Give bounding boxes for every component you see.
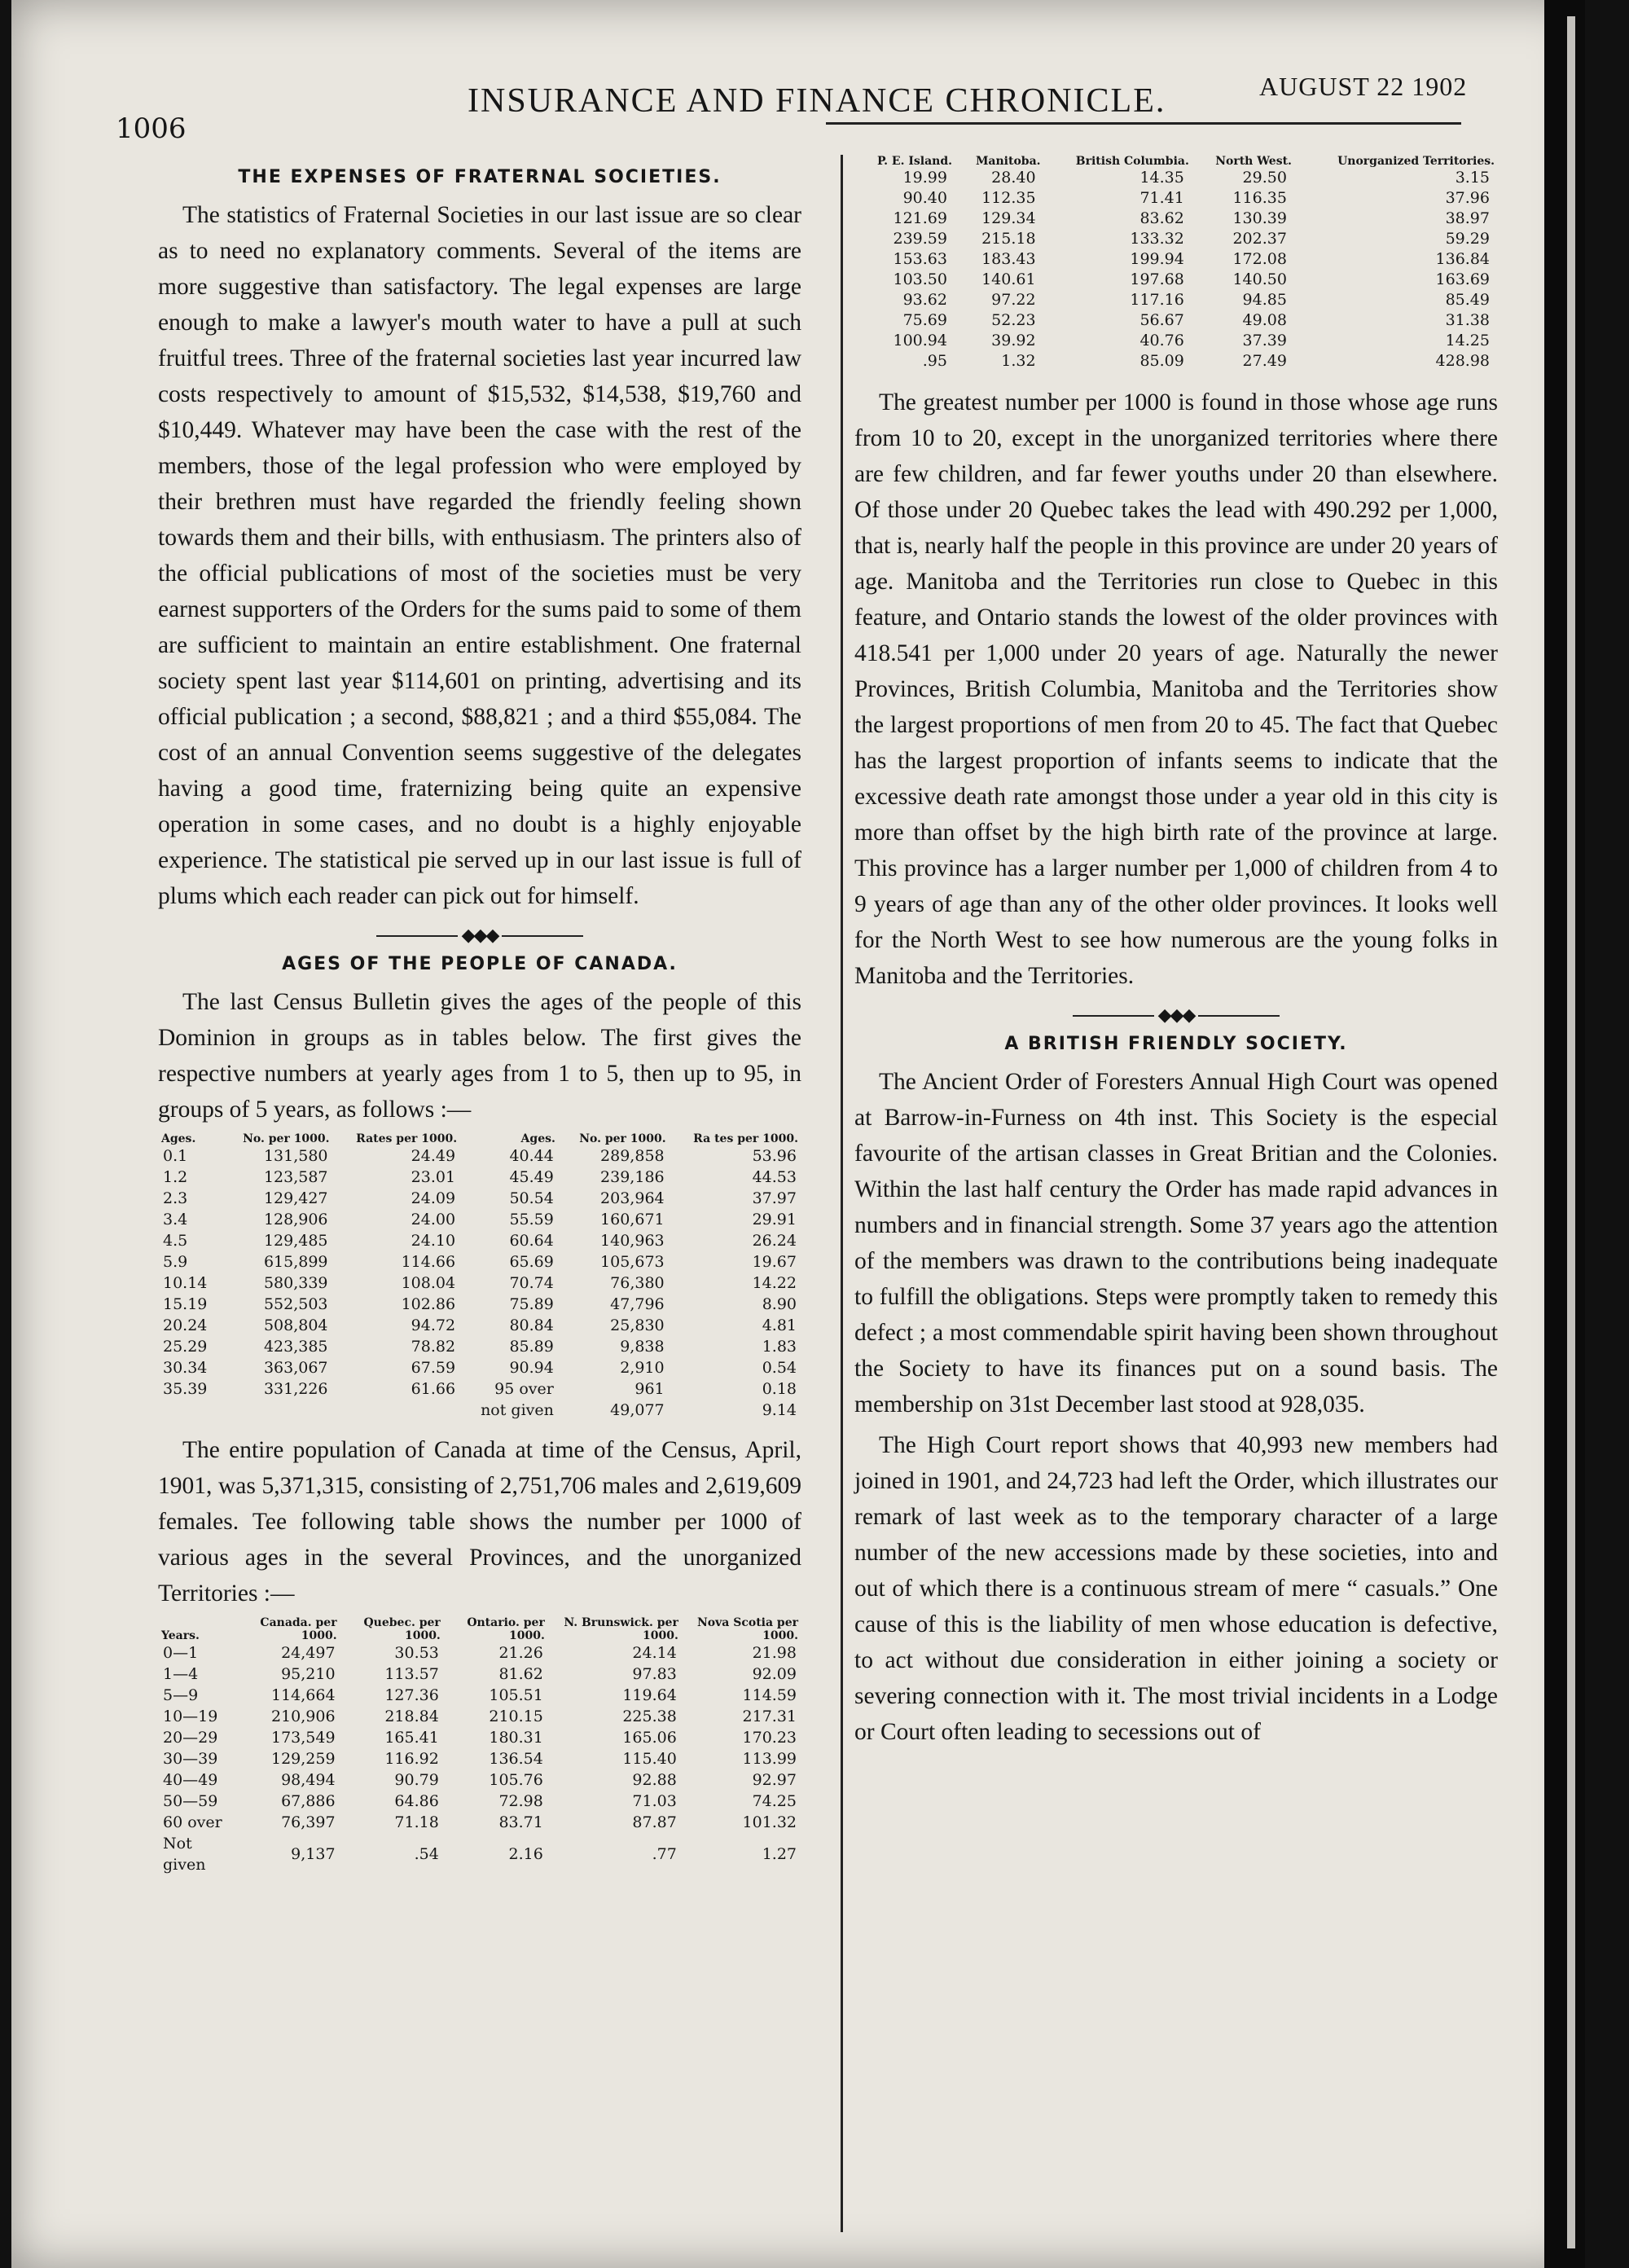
table-row [158,1685,801,1706]
table-cell: 2.3 [163,1189,188,1207]
table-row [158,1642,801,1664]
table-cell: 165.06 [622,1729,677,1747]
table-cell: 38.97 [1445,209,1490,227]
table-cell: 105,673 [600,1253,665,1271]
table-cell: 140.50 [1232,270,1287,288]
article3-para2: The High Court report shows that 40,993 new members had joined in 1901, and 24,723 had left the Order, which illustrates our remark of last week as to the temporary character of a large number of the new accessions made by these societies, into and out of which there is a continuous stream of mere “ casuals.” One cause of this is the liability of men whose education is defective, to act without due consideration in either joining a society or severing connection with it. The most trivial incidents in a Lodge or Court often leading to secessions out of [854,1432,1498,1745]
table-row [158,1748,801,1769]
table-cell: 127.36 [384,1686,439,1704]
table-cell: 10—19 [163,1708,218,1725]
table-row [158,1145,801,1167]
table-cell: 101.32 [742,1813,797,1831]
table-row [158,1294,801,1315]
table-cell: 19.99 [902,169,947,187]
table-cell: 26.24 [752,1232,797,1250]
table-cell: 116.35 [1232,189,1287,207]
table-cell: 172.08 [1232,250,1287,268]
table-row [158,1336,801,1357]
table-row [158,1400,801,1421]
newspaper-page [11,0,1585,2268]
table-cell: 31.38 [1445,311,1490,329]
table-cell: 21.98 [752,1644,797,1662]
table-cell: 74.25 [752,1792,797,1810]
table-header-cell: Canada. per 1000. [260,1616,337,1642]
table-row [854,270,1498,290]
scan-edge [1544,0,1585,2268]
table-cell [222,1400,333,1421]
table-cell: 44.53 [752,1168,797,1186]
table-cell: 59.29 [1445,230,1490,248]
table-row [854,168,1498,188]
table-cell: 1.32 [1001,352,1036,370]
table-cell: 15.19 [163,1295,208,1313]
table-cell: 363,067 [263,1359,328,1377]
table-cell: 165.41 [384,1729,439,1747]
table-cell: 119.64 [622,1686,677,1704]
table-cell: 0.1 [163,1147,188,1165]
table-cell: 170.23 [742,1729,797,1747]
table-cell: 97.22 [991,291,1036,309]
table-cell: 50—59 [163,1792,218,1810]
table-cell: 289,858 [600,1147,665,1165]
table-cell: 508,804 [263,1316,328,1334]
table-header-cell: Ra tes per 1000. [693,1132,798,1145]
table-row [158,1167,801,1188]
table-cell: 136.84 [1435,250,1490,268]
table-row [854,249,1498,270]
table-cell: 9,838 [620,1338,665,1356]
table-cell: 202.37 [1232,230,1287,248]
table-cell: 90.79 [394,1771,439,1789]
article1-body: The statistics of Fraternal Societies in our last issue are so clear as to need no explanatory comments. Several of the items are more suggestive than satisfactory. The legal expenses are large enough to make a lawyer's mouth water to have a pull at such fruitful trees. Three of the fraternal societies last year incurred law costs respectively to amount of $15,532, $14,538, $19,760 and $10,449. Whatever may have been the case with the rest of the members, those of the legal profession who were employed by their brethren must have regarded the friendly feeling shown towards them and their bills, with enthusiasm. The printers also of the official publications of most of the societies must be very earnest supporters of the Orders for the sums paid to some of them are sufficient to maintain an entire establishment. One fraternal society spent last year $114,601 on printing, advertising and its official publication ; a second, $88,821 ; and a third $55,084. The cost of an annual Convention seems suggestive of the delegates having a good time, fraternizing being quite an expensive operation in some cases, and no doubt is a highly enjoyable experience. The statistical pie served up in our last issue is full of plums which each reader can pick out for himself. [158,202,801,909]
table-cell: 70.74 [509,1274,554,1292]
table-cell: 23.01 [411,1168,456,1186]
ages-table [158,1132,801,1421]
table-cell: 14.35 [1139,169,1184,187]
table-row [854,290,1498,310]
article2-analysis: The greatest number per 1000 is found in those whose age runs from 10 to 20, except in the unorganized territories where there are few children, and far fewer youths under 20 than elsewhere. Of those under 20 Quebec takes the lead with 490.292 per 1,000, that is, nearly half the people in this province are under 20 years of age. Manitoba and the Territories run close to Quebec in this feature, and Ontario stands the lowest of the older provinces with 418.541 per 1,000 under 20 years of age. Naturally the newer Provinces, British Columbia, Manitoba and the Territories show the largest proportions of men from 20 to 45. The fact that Quebec has the largest proportion of infants seems to indicate that the excessive death rate amongst those under a year old in this city is more than offset by the high birth rate of the province at large. This province has a larger number per 1,000 of children from 4 to 9 years of age than any of the other older provinces. It looks well for the North West to see how numerous are the young folks in Manitoba and the Territories. [854,389,1498,989]
table-row [158,1357,801,1378]
table-cell: 21.26 [498,1644,543,1662]
table-cell: 71.03 [632,1792,677,1810]
table-cell: 25.29 [163,1338,208,1356]
table-cell: 98,494 [281,1771,336,1789]
provinces-table-1 [158,1616,801,1875]
table-row [854,188,1498,209]
table-cell: 114,664 [271,1686,336,1704]
table-cell: 108.04 [401,1274,456,1292]
table-cell: 71.41 [1139,189,1184,207]
table-cell: 80.84 [509,1316,554,1334]
table-cell: 24,497 [281,1644,336,1662]
table-cell: 52.23 [991,311,1036,329]
table-row [158,1230,801,1251]
table-cell: 8.90 [762,1295,797,1313]
table-cell: 14.25 [1445,332,1490,349]
table-cell: 24.09 [411,1189,456,1207]
table-cell: 64.86 [394,1792,439,1810]
table-cell: 50.54 [509,1189,554,1207]
table-row [158,1706,801,1727]
table-cell: 30.34 [163,1359,208,1377]
table-cell: 1.83 [762,1338,797,1356]
table-cell: 239.59 [893,230,947,248]
table-cell: 1.2 [163,1168,188,1186]
table-cell: 218.84 [384,1708,439,1725]
table-cell: 239,186 [600,1168,665,1186]
table-cell: 133.32 [1130,230,1184,248]
table-cell: 128,906 [263,1211,328,1228]
table-cell: 76,397 [281,1813,336,1831]
table-cell: 95 over [494,1380,554,1398]
table-row [158,1664,801,1685]
table-cell: Not given [163,1835,206,1874]
table-cell: 4.5 [163,1232,188,1250]
table-header-cell: P. E. Island. [876,155,952,168]
table-cell: 130.39 [1232,209,1287,227]
table-cell: 105.51 [489,1686,543,1704]
table-cell: not given [481,1401,554,1419]
table-cell: 615,899 [263,1253,328,1271]
table-row [158,1833,801,1875]
table-cell: 60 over [163,1813,222,1831]
table-cell: 140.61 [981,270,1036,288]
table-cell: 2.16 [508,1845,543,1863]
table-row [158,1812,801,1833]
table-header-cell: Nova Scotia per 1000. [697,1616,798,1642]
table-cell: 20.24 [163,1316,208,1334]
table-cell: 113.99 [742,1750,797,1768]
table-cell: .54 [414,1845,439,1863]
table-cell: 24.00 [411,1211,456,1228]
article1-heading: THE EXPENSES OF FRATERNAL SOCIETIES. [238,167,722,187]
table-header-cell: British Columbia. [1075,155,1189,168]
article2-heading: AGES OF THE PEOPLE OF CANADA. [282,954,678,974]
table-cell: 1.27 [762,1845,797,1863]
masthead-title: INSURANCE AND FINANCE CHRONICLE. [468,82,1166,120]
table-cell: 92.88 [632,1771,677,1789]
table-header-cell: Unorganized Territories. [1337,155,1495,168]
table-cell: 215.18 [981,230,1036,248]
table-cell: 87.87 [632,1813,677,1831]
article2-intro: The last Census Bulletin gives the ages of the people of this Dominion in groups as in tables below. The first gives the respective numbers at yearly ages from 1 to 5, then up to 95, in groups of 5 years, as follows :— [158,989,801,1123]
table-cell: 4.81 [762,1316,797,1334]
table-header-cell: Ontario. per 1000. [467,1616,545,1642]
table-cell: 85.49 [1445,291,1490,309]
table-cell: 24.14 [632,1644,677,1662]
table-cell: 123,587 [263,1168,328,1186]
table-cell: 56.67 [1139,311,1184,329]
table-cell: 331,226 [263,1380,328,1398]
table-cell: 210.15 [489,1708,543,1725]
table-cell: 225.38 [622,1708,677,1725]
table-cell: 75.89 [509,1295,554,1313]
table-cell: 53.96 [752,1147,797,1165]
table-header-cell: Ages. [520,1132,555,1145]
table-cell: 94.72 [411,1316,456,1334]
table-row [854,310,1498,331]
table-cell: .95 [922,352,947,370]
table-cell: 217.31 [742,1708,797,1725]
table-cell: 28.40 [991,169,1036,187]
table-cell: 93.62 [902,291,947,309]
table-cell: 100.94 [893,332,947,349]
table-cell: 40.76 [1139,332,1184,349]
table-cell: 102.86 [401,1295,456,1313]
article3-para1: The Ancient Order of Foresters Annual High Court was opened at Barrow-in-Furness on 4th inst. This Society is the especial favourite of the artisan classes in Great Britian and the Colonies. Within the last half century the Order has made rapid advances in numbers and in financial strength. Some 37 years ago the attention of the members was drawn to the contributions being inadequate to fulfill the obligations. Steps were promptly taken to remedy this defect ; a most commendable spirit having been shown throughout the Society to have its finances put on a sound basis. The membership on 31st December last stood at 928,035. [854,1069,1498,1418]
table-cell: 61.66 [411,1380,456,1398]
table-cell [158,1400,222,1421]
table-cell: 90.94 [509,1359,554,1377]
table-cell: 1—4 [163,1665,199,1683]
table-cell: 5—9 [163,1686,199,1704]
table-cell: 0.54 [762,1359,797,1377]
table-cell: 428.98 [1435,352,1490,370]
table-cell: 78.82 [411,1338,456,1356]
table-cell: 81.62 [498,1665,543,1683]
table-cell: 423,385 [263,1338,328,1356]
table-cell: 197.68 [1130,270,1184,288]
provinces-table-2 [854,155,1498,371]
table-cell: 24.10 [411,1232,456,1250]
table-cell: 92.97 [752,1771,797,1789]
table-cell: 10.14 [163,1274,208,1292]
table-cell: 67.59 [411,1359,456,1377]
table-row [158,1209,801,1230]
table-cell: 180.31 [489,1729,543,1747]
table-cell: 39.92 [991,332,1036,349]
table-cell: 117.16 [1130,291,1184,309]
table-cell: 35.39 [163,1380,208,1398]
table-cell: 9.14 [762,1401,797,1419]
section-ornament-2: ◆◆◆ [854,1005,1498,1026]
table-cell: 3.15 [1455,169,1490,187]
table-cell: 40—49 [163,1771,218,1789]
table-header-cell: North West. [1215,155,1292,168]
table-cell: 14.22 [752,1274,797,1292]
table-cell: 160,671 [600,1211,665,1228]
table-cell: 72.98 [498,1792,543,1810]
table-cell: 105.76 [489,1771,543,1789]
table-cell: 60.64 [509,1232,554,1250]
table-row [158,1251,801,1272]
table-cell: 20—29 [163,1729,218,1747]
table-cell: 183.43 [981,250,1036,268]
table-cell: 49,077 [610,1401,665,1419]
table-cell [333,1400,461,1421]
table-row [158,1378,801,1400]
table-header-cell: Manitoba. [975,155,1041,168]
table-cell: 173,549 [271,1729,336,1747]
table-row [854,331,1498,351]
table-row [158,1272,801,1294]
table-cell: 71.18 [394,1813,439,1831]
table-cell: 85.09 [1139,352,1184,370]
table-cell: 129,427 [263,1189,328,1207]
table-cell: 203,964 [600,1189,665,1207]
table-cell: 67,886 [281,1792,336,1810]
table-header-cell: Quebec. per 1000. [363,1616,441,1642]
table-header-cell: Years. [161,1629,200,1642]
table-cell: 136.54 [489,1750,543,1768]
section-ornament: ◆◆◆ [158,925,801,946]
table-cell: 5.9 [163,1253,188,1271]
table-cell: 90.40 [902,189,947,207]
table-cell: 97.83 [632,1665,677,1683]
table-cell: 30.53 [394,1644,439,1662]
table-row [854,209,1498,229]
table-cell: 25,830 [610,1316,665,1334]
table-row [158,1769,801,1791]
table-cell: 114.59 [742,1686,797,1704]
table-header-cell: Rates per 1000. [356,1132,458,1145]
table-cell: 129.34 [981,209,1036,227]
table-cell: 19.67 [752,1253,797,1271]
table-cell: 75.69 [902,311,947,329]
header-rule [826,122,1461,125]
table-header-cell: No. per 1000. [243,1132,330,1145]
table-header-cell: N. Brunswick. per 1000. [564,1616,678,1642]
table-cell: 47,796 [610,1295,665,1313]
table-cell: 3.4 [163,1211,188,1228]
table-cell: 94.85 [1242,291,1287,309]
table-cell: 83.62 [1139,209,1184,227]
table-row [854,229,1498,249]
table-header-cell: No. per 1000. [579,1132,666,1145]
table-cell: 2,910 [620,1359,665,1377]
table-cell: 113.57 [384,1665,439,1683]
table-cell: 37.96 [1445,189,1490,207]
table-cell: 153.63 [893,250,947,268]
right-column [854,155,1498,1755]
table-cell: 76,380 [610,1274,665,1292]
table-cell: 961 [634,1380,665,1398]
table-cell: 37.39 [1242,332,1287,349]
article2-population: The entire population of Canada at time of the Census, April, 1901, was 5,371,315, consisting of 2,751,706 males and 2,619,609 females. Tee following table shows the number per 1000 of various ages in the several Provinces, and the unorganized Territories :— [158,1437,801,1606]
table-row [158,1188,801,1209]
table-cell: 131,580 [263,1147,328,1165]
issue-date: AUGUST 22 1902 [1259,72,1468,101]
table-cell: 29.91 [752,1211,797,1228]
table-cell: 55.59 [509,1211,554,1228]
table-cell: 92.09 [752,1665,797,1683]
table-cell: 49.08 [1242,311,1287,329]
table-cell: 65.69 [509,1253,554,1271]
table-cell: 129,259 [271,1750,336,1768]
table-cell: 115.40 [622,1750,677,1768]
table-row [158,1727,801,1748]
table-cell: 40.44 [509,1147,554,1165]
table-header-cell: Ages. [161,1132,196,1145]
table-cell: 116.92 [384,1750,439,1768]
table-cell: 114.66 [401,1253,456,1271]
table-row [158,1791,801,1812]
table-cell: 199.94 [1130,250,1184,268]
table-cell: 9,137 [291,1845,336,1863]
table-cell: 163.69 [1435,270,1490,288]
table-cell: 30—39 [163,1750,218,1768]
article3-heading: A BRITISH FRIENDLY SOCIETY. [1004,1034,1348,1054]
table-cell: 29.50 [1242,169,1287,187]
table-cell: 95,210 [281,1665,336,1683]
page-number: 1006 [116,112,187,145]
table-cell: 552,503 [263,1295,328,1313]
table-cell: 140,963 [600,1232,665,1250]
table-cell: 580,339 [263,1274,328,1292]
table-cell: 129,485 [263,1232,328,1250]
table-row [854,351,1498,371]
table-cell: 0.18 [762,1380,797,1398]
table-cell: 0—1 [163,1644,199,1662]
table-cell: 112.35 [981,189,1036,207]
table-cell: 85.89 [509,1338,554,1356]
table-cell: 103.50 [893,270,947,288]
table-cell: .77 [652,1845,677,1863]
table-cell: 24.49 [411,1147,456,1165]
table-cell: 83.71 [498,1813,543,1831]
table-cell: 27.49 [1242,352,1287,370]
left-column [158,159,801,1875]
table-cell: 121.69 [893,209,947,227]
table-row [158,1315,801,1336]
column-divider [841,155,843,2232]
table-cell: 37.97 [752,1189,797,1207]
table-cell: 45.49 [509,1168,554,1186]
table-cell: 210,906 [271,1708,336,1725]
